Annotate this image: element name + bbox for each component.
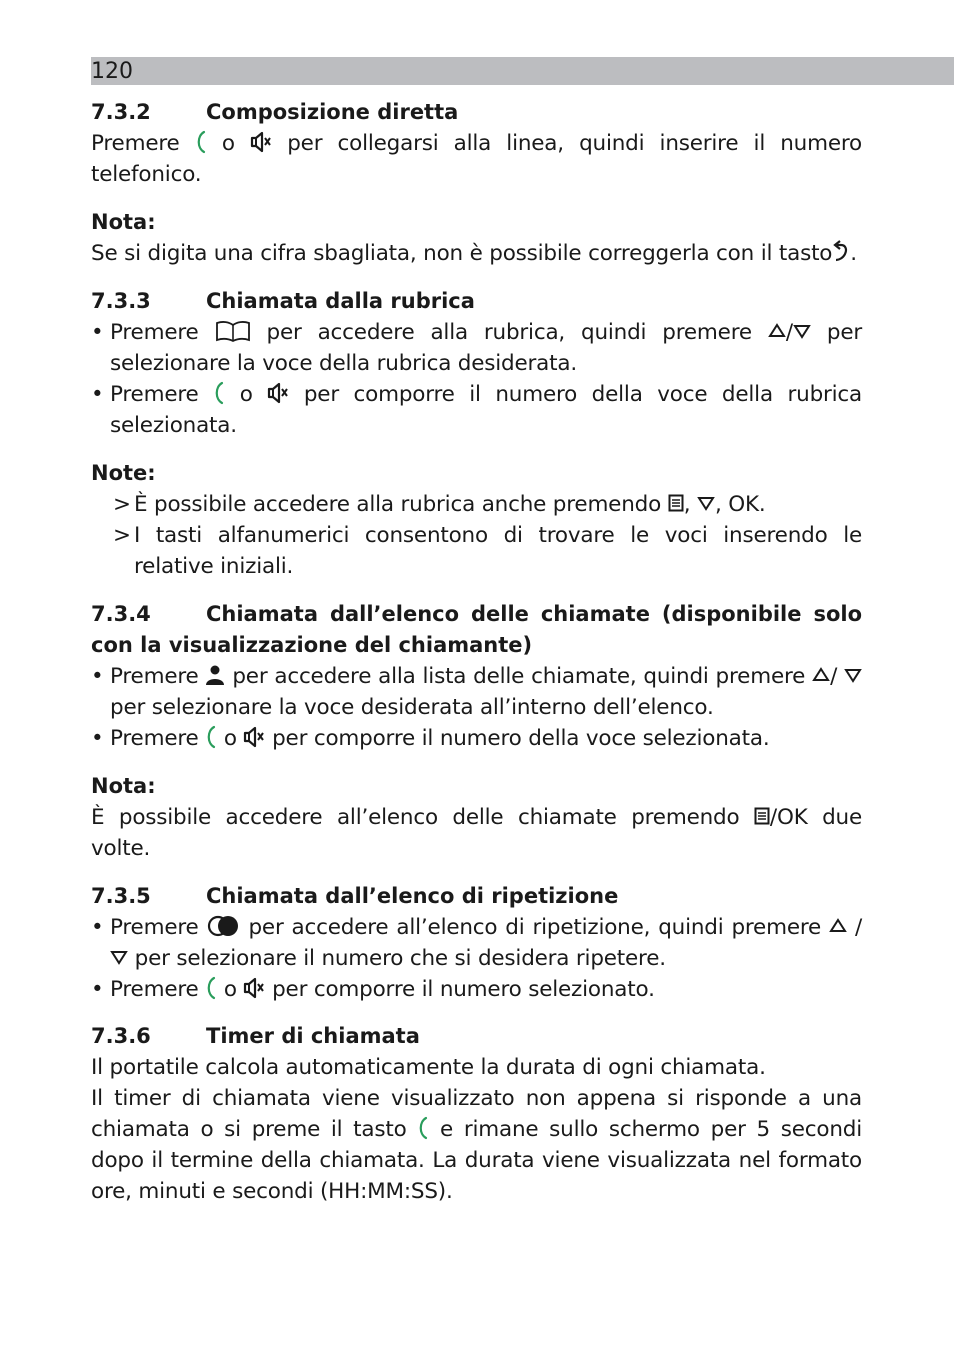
back-icon [832,240,850,264]
text-run: Premere [110,915,199,940]
text-run: Premere [91,131,180,156]
section-number: 7.3.2 [91,100,151,124]
note-text [91,802,862,864]
paragraph: Il portatile calcola automaticamente la durata di ogni chiamata. [91,1055,766,1080]
text-run: OK. [728,492,766,517]
section-title: Timer di chiamata [206,1024,420,1048]
paragraph-direct-dial [91,128,862,190]
up-arrow-icon [812,667,830,683]
text-run: Se si digita una cifra sbagliata, non è possibile correggerla con il tasto [91,241,833,266]
section-number: 7.3.4 [91,602,151,626]
text-run: o [223,977,237,1002]
bullet-mark: • [91,726,104,751]
text-run: per comporre il numero della voce della rubrica selezionata. [110,382,863,438]
phone-icon [213,381,225,405]
text-run: e rimane sullo schermo per 5 secondi dopo il termine della chiamata. La durata viene visualizzata nel formato ore, minuti e secondi (HH:MM:SS). [91,1117,862,1204]
text-run: / [785,320,793,345]
list-item [91,317,862,379]
header-bar [91,57,954,85]
text-run: per comporre il numero selezionato. [272,977,655,1002]
text-run: , [714,492,722,517]
note-item [91,520,862,582]
down-arrow-icon [793,323,811,339]
text-run: È possibile accedere all’elenco delle chiamate premendo [91,805,740,830]
menu-icon [668,494,684,512]
section-title: Chiamata dall’elenco di ripetizione [206,884,619,908]
section-heading-7-3-4 [91,599,862,661]
phone-icon [417,1116,429,1140]
text-run: o [221,131,235,156]
note-mark: > [113,523,131,548]
section-title: Chiamata dall’elenco delle chiamate (disponibile solo con la visualizzazione del chiamante) [91,602,862,657]
up-arrow-icon [829,918,847,934]
bullet-mark: • [91,320,104,345]
speaker-icon [243,725,265,749]
down-arrow-icon [110,949,128,965]
note-text [91,238,862,269]
text-run: per comporre il numero della voce selezionata. [272,726,770,751]
text-run: o [223,726,237,751]
phone-icon [205,976,217,1000]
down-arrow-icon [697,495,715,511]
text-run: per accedere alla lista delle chiamate, quindi premere [232,664,806,689]
note-label: Note: [91,461,156,485]
text-run: Premere [110,977,199,1002]
section-heading-7-3-2 [91,97,862,128]
paragraph [91,1083,862,1207]
section-heading-7-3-3 [91,286,862,317]
bullet-mark: • [91,382,104,407]
text-run: È possibile accedere alla rubrica anche premendo [134,492,662,517]
text-run: per accedere all’elenco di ripetizione, quindi premere [248,915,822,940]
text-run: due volte. [91,805,862,861]
list-item [91,723,862,754]
page-number: 120 [91,59,133,84]
phone-icon [205,725,217,749]
section-number: 7.3.5 [91,884,151,908]
section-heading-7-3-6 [91,1021,862,1052]
text-run: Premere [110,664,199,689]
up-arrow-icon [768,323,786,339]
note-label: Nota: [91,774,156,798]
speaker-icon [267,381,289,405]
text-run: . [850,241,857,266]
text-run: per selezionare il numero che si desidera ripetere. [134,946,666,971]
text-run: Il timer di chiamata viene visualizzato non appena si risponde a una chiamata o si preme il tasto [91,1086,862,1142]
section-heading-7-3-5 [91,881,862,912]
redial-icon [207,915,241,937]
phonebook-icon [215,319,251,343]
manual-content [91,97,862,1207]
text-run: Premere [110,726,199,751]
list-item [91,661,862,723]
list-item [91,379,862,441]
text-run: per selezionare la voce della rubrica desiderata. [110,320,862,376]
text-run: per accedere alla rubrica, quindi premere [266,320,752,345]
list-item [91,974,862,1005]
down-arrow-icon [844,667,862,683]
text-run: per collegarsi alla linea, quindi inserire il numero telefonico. [91,131,862,187]
section-number: 7.3.6 [91,1024,151,1048]
person-icon [205,664,225,686]
bullet-mark: • [91,977,104,1002]
note-item [91,489,862,520]
text-run: , [683,492,691,517]
speaker-icon [243,976,265,1000]
note-text: I tasti alfanumerici consentono di trovare le voci inserendo le relative iniziali. [134,523,862,579]
text-run: /OK [769,805,808,830]
phone-icon [195,130,207,154]
text-run: o [239,382,253,407]
section-title: Chiamata dalla rubrica [206,289,475,313]
list-item [91,912,862,974]
text-run: per selezionare la voce desiderata all’interno dell’elenco. [110,695,714,720]
note-label: Nota: [91,210,156,234]
bullet-mark: • [91,664,104,689]
speaker-icon [250,130,272,154]
text-run: Premere [110,382,199,407]
menu-icon [754,807,770,825]
text-run: / [854,915,863,940]
section-number: 7.3.3 [91,289,151,313]
section-title: Composizione diretta [206,100,459,124]
bullet-mark: • [91,915,104,940]
note-mark: > [113,492,131,517]
text-run: Premere [110,320,199,345]
text-run: / [830,664,838,689]
